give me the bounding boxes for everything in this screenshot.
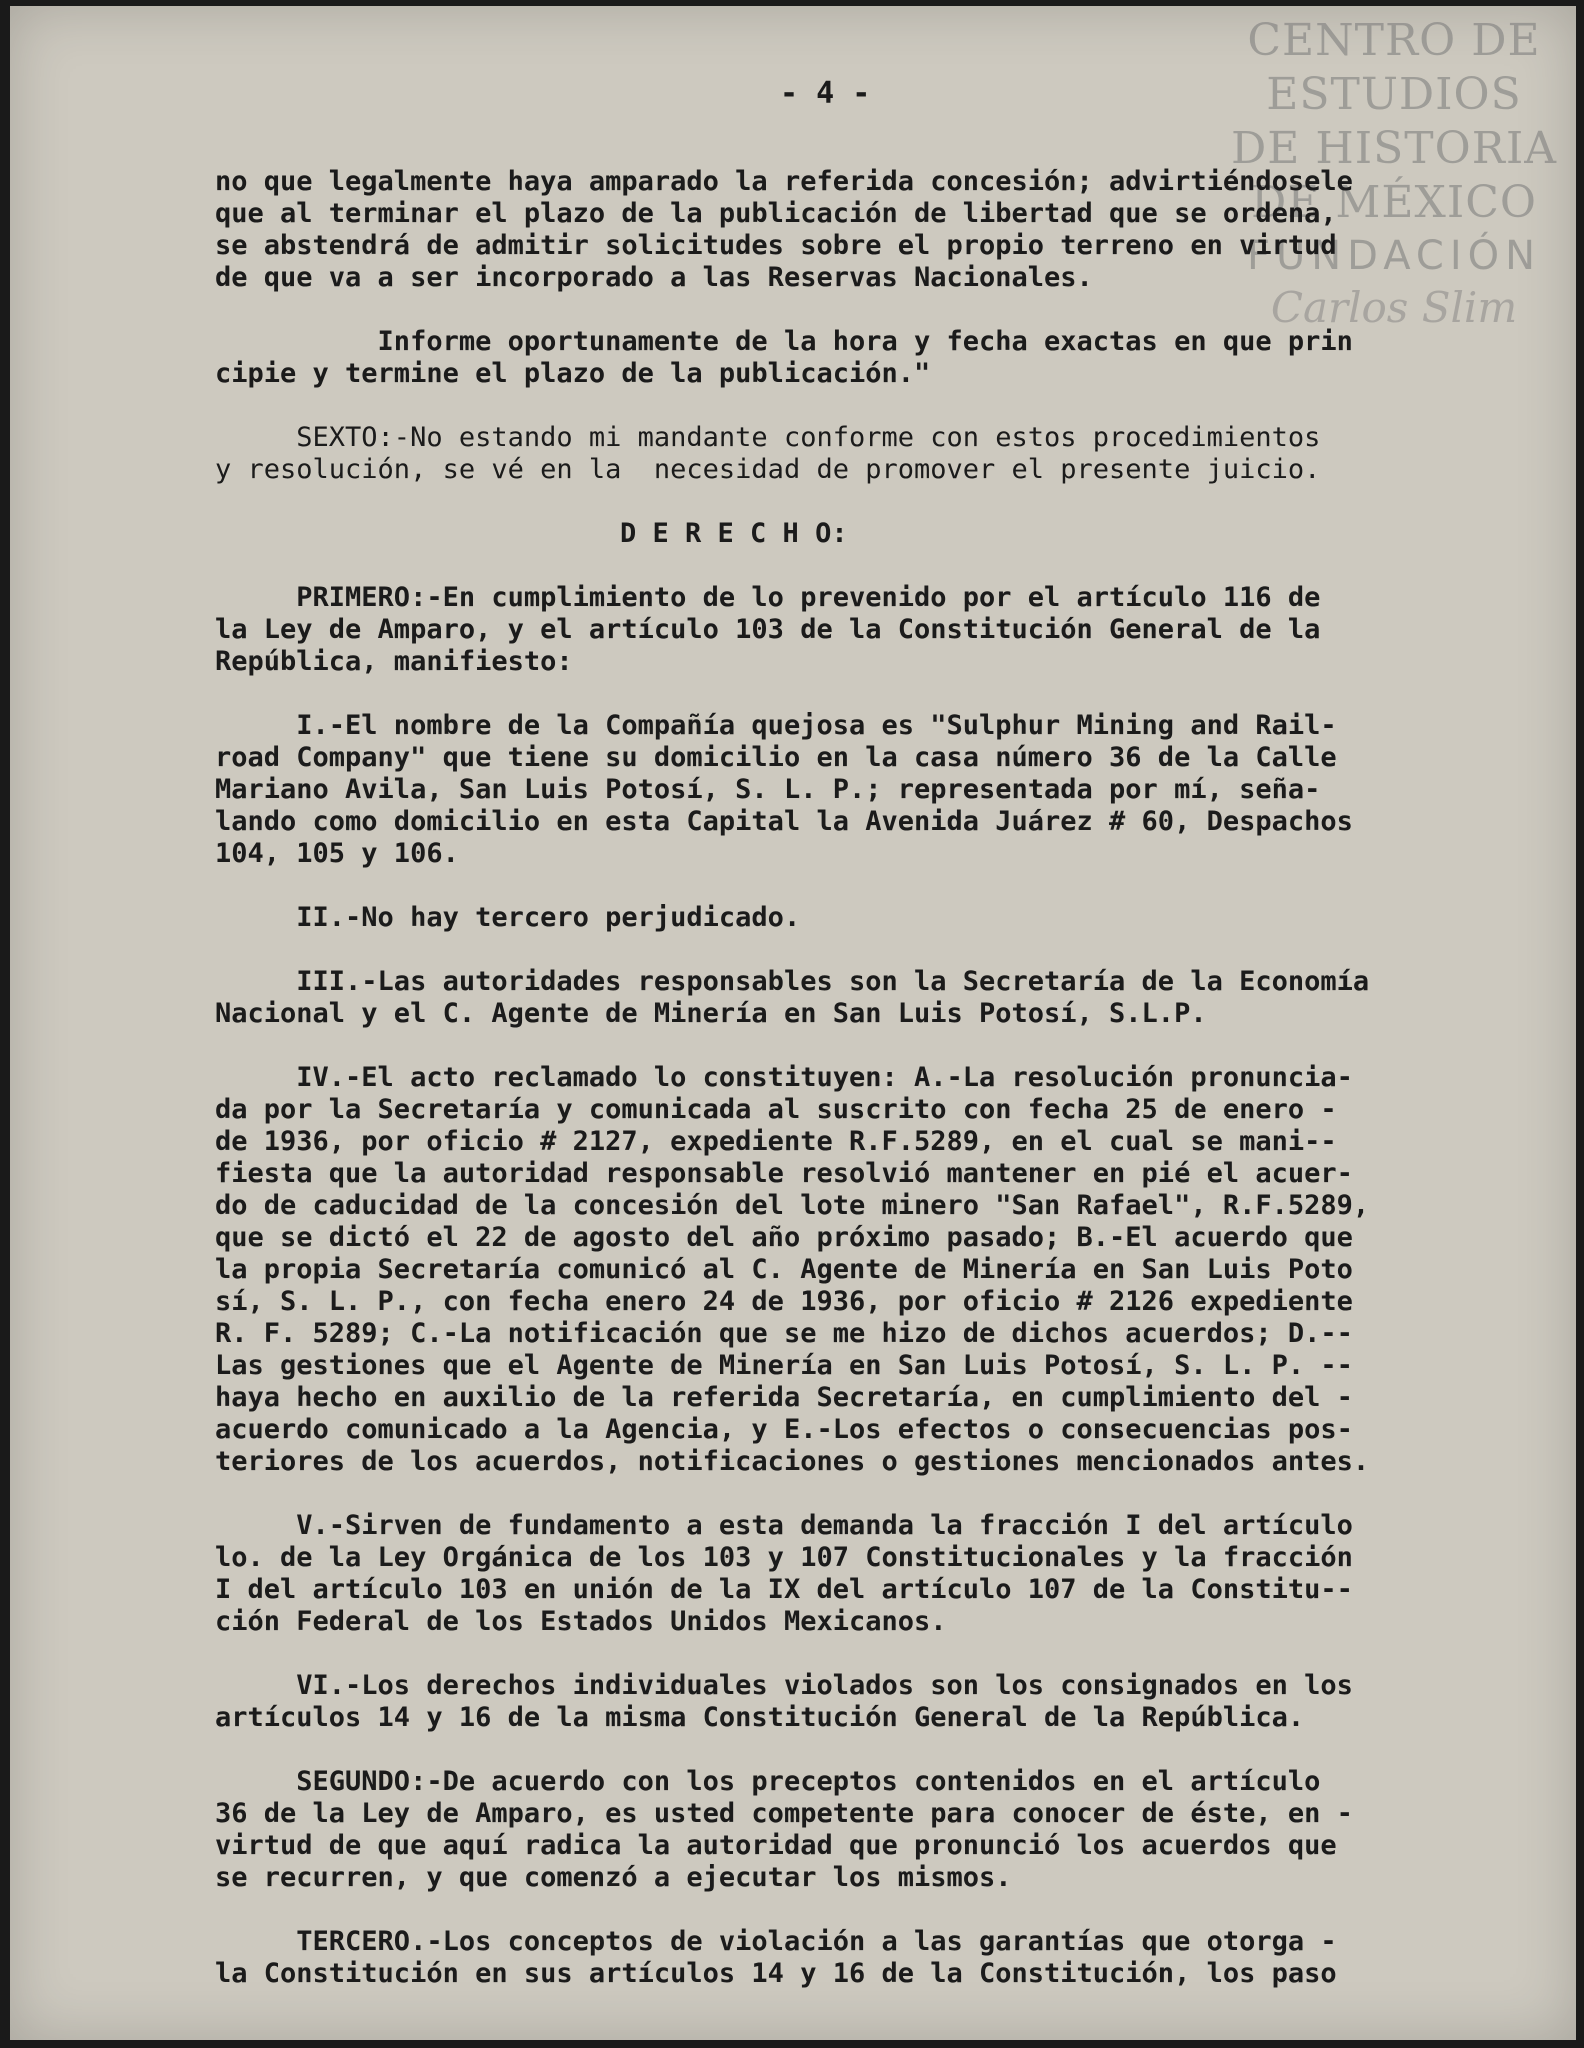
text-line: III.-Las autoridades responsables son la Secretaría de la Economía: [215, 966, 1370, 997]
text-line: da por la Secretaría y comunicada al suscrito con fecha 25 de enero -: [215, 1094, 1337, 1125]
text-line: lando como domicilio en esta Capital la Avenida Juárez # 60, Despachos: [215, 806, 1353, 837]
watermark-line-4: DE MÉXICO: [1251, 177, 1537, 228]
text-line: no que legalmente haya amparado la referida concesión; advirtiéndosele: [215, 166, 1353, 197]
paragraph-item-i: [215, 710, 1545, 870]
text-line: la propia Secretaría comunicó al C. Agente de Minería en San Luis Poto: [215, 1254, 1353, 1285]
text-line: R. F. 5289; C.-La notificación que se me hizo de dichos acuerdos; D.--: [215, 1318, 1353, 1349]
text-line: de que va a ser incorporado a las Reservas Nacionales.: [215, 262, 1093, 293]
text-line: do de caducidad de la concesión del lote minero "San Rafael", R.F.5289,: [215, 1190, 1370, 1221]
text-line: lo. de la Ley Orgánica de los 103 y 107 Constitucionales y la fracción: [215, 1542, 1353, 1573]
paragraph-informe: [215, 326, 1545, 390]
paragraph-sexto: [215, 422, 1545, 486]
text-line: que al terminar el plazo de la publicación de libertad que se ordena,: [215, 198, 1337, 229]
page-number: - 4 -: [780, 76, 871, 111]
text-line: I.-El nombre de la Compañía quejosa es "Sulphur Mining and Rail-: [215, 710, 1337, 741]
text-line: TERCERO.-Los conceptos de violación a las garantías que otorga -: [215, 1926, 1337, 1957]
text-line: Informe oportunamente de la hora y fecha exactas en que prin: [215, 326, 1353, 357]
text-line: V.-Sirven de fundamento a esta demanda la fracción I del artículo: [215, 1510, 1353, 1541]
watermark-signature: Carlos Slim: [1270, 283, 1518, 332]
paragraph-concession-notice: [215, 166, 1545, 294]
text-line: acuerdo comunicado a la Agencia, y E.-Los efectos o consecuencias pos-: [215, 1414, 1353, 1445]
text-line: se abstendrá de admitir solicitudes sobre el propio terreno en virtud: [215, 230, 1337, 261]
text-line: ción Federal de los Estados Unidos Mexicanos.: [215, 1606, 947, 1637]
text-line: 104, 105 y 106.: [215, 838, 459, 869]
text-line: PRIMERO:-En cumplimiento de lo prevenido por el artículo 116 de: [215, 582, 1321, 613]
text-line: artículos 14 y 16 de la misma Constitución General de la República.: [215, 1702, 1305, 1733]
paragraph-segundo: [215, 1766, 1545, 1894]
watermark-fundacion: FUNDACIÓN: [1246, 233, 1542, 279]
paragraph-tercero: [215, 1926, 1545, 1990]
paragraph-item-iii: [215, 966, 1545, 1030]
text-line: IV.-El acto reclamado lo constituyen: A.-La resolución pronuncia-: [215, 1062, 1353, 1093]
document-body: [215, 166, 1545, 2022]
text-line: road Company" que tiene su domicilio en la casa número 36 de la Calle: [215, 742, 1337, 773]
text-line: teriores de los acuerdos, notificaciones o gestiones mencionados antes.: [215, 1446, 1370, 1477]
text-line: y resolución, se vé en la necesidad de promover el presente juicio.: [215, 454, 1321, 485]
text-line: fiesta que la autoridad responsable resolvió mantener en pié el acuer-: [215, 1158, 1353, 1189]
text-line: VI.-Los derechos individuales violados son los consignados en los: [215, 1670, 1353, 1701]
text-line: Mariano Avila, San Luis Potosí, S. L. P.; representada por mí, seña-: [215, 774, 1321, 805]
text-line: 36 de la Ley de Amparo, es usted competente para conocer de éste, en -: [215, 1798, 1353, 1829]
text-line: que se dictó el 22 de agosto del año próximo pasado; B.-El acuerdo que: [215, 1222, 1353, 1253]
text-line: II.-No hay tercero perjudicado.: [215, 902, 801, 933]
text-line: la Constitución en sus artículos 14 y 16 de la Constitución, los paso: [215, 1958, 1337, 1989]
text-line: haya hecho en auxilio de la referida Secretaría, en cumplimiento del -: [215, 1382, 1353, 1413]
watermark-line-1: CENTRO DE: [1247, 15, 1541, 66]
text-line: cipie y termine el plazo de la publicación.": [215, 358, 931, 389]
text-line: Nacional y el C. Agente de Minería en San Luis Potosí, S.L.P.: [215, 998, 1207, 1029]
paragraph-primero: [215, 582, 1545, 678]
text-line: virtud de que aquí radica la autoridad que pronunció los acuerdos que: [215, 1830, 1337, 1861]
text-line: I del artículo 103 en unión de la IX del artículo 107 de la Constitu--: [215, 1574, 1353, 1605]
watermark-line-2: ESTUDIOS: [1266, 69, 1522, 120]
paragraph-item-ii: [215, 902, 1545, 934]
watermark-line-3: DE HISTORIA: [1231, 123, 1557, 174]
text-line: sí, S. L. P., con fecha enero 24 de 1936, por oficio # 2126 expediente: [215, 1286, 1353, 1317]
text-line: SEXTO:-No estando mi mandante conforme con estos procedimientos: [215, 422, 1321, 453]
text-line: la Ley de Amparo, y el artículo 103 de la Constitución General de la: [215, 614, 1321, 645]
paragraph-item-vi: [215, 1670, 1545, 1734]
text-line: Las gestiones que el Agente de Minería en San Luis Potosí, S. L. P. --: [215, 1350, 1353, 1381]
paragraph-item-v: [215, 1510, 1545, 1638]
paragraph-item-iv: [215, 1062, 1545, 1478]
text-line: se recurren, y que comenzó a ejecutar los mismos.: [215, 1862, 1012, 1893]
section-heading-derecho: D E R E C H O:: [620, 518, 848, 549]
document-page: [10, 6, 1576, 2040]
text-line: SEGUNDO:-De acuerdo con los preceptos contenidos en el artículo: [215, 1766, 1321, 1797]
text-line: de 1936, por oficio # 2127, expediente R.F.5289, en el cual se mani--: [215, 1126, 1337, 1157]
text-line: República, manifiesto:: [215, 646, 573, 677]
